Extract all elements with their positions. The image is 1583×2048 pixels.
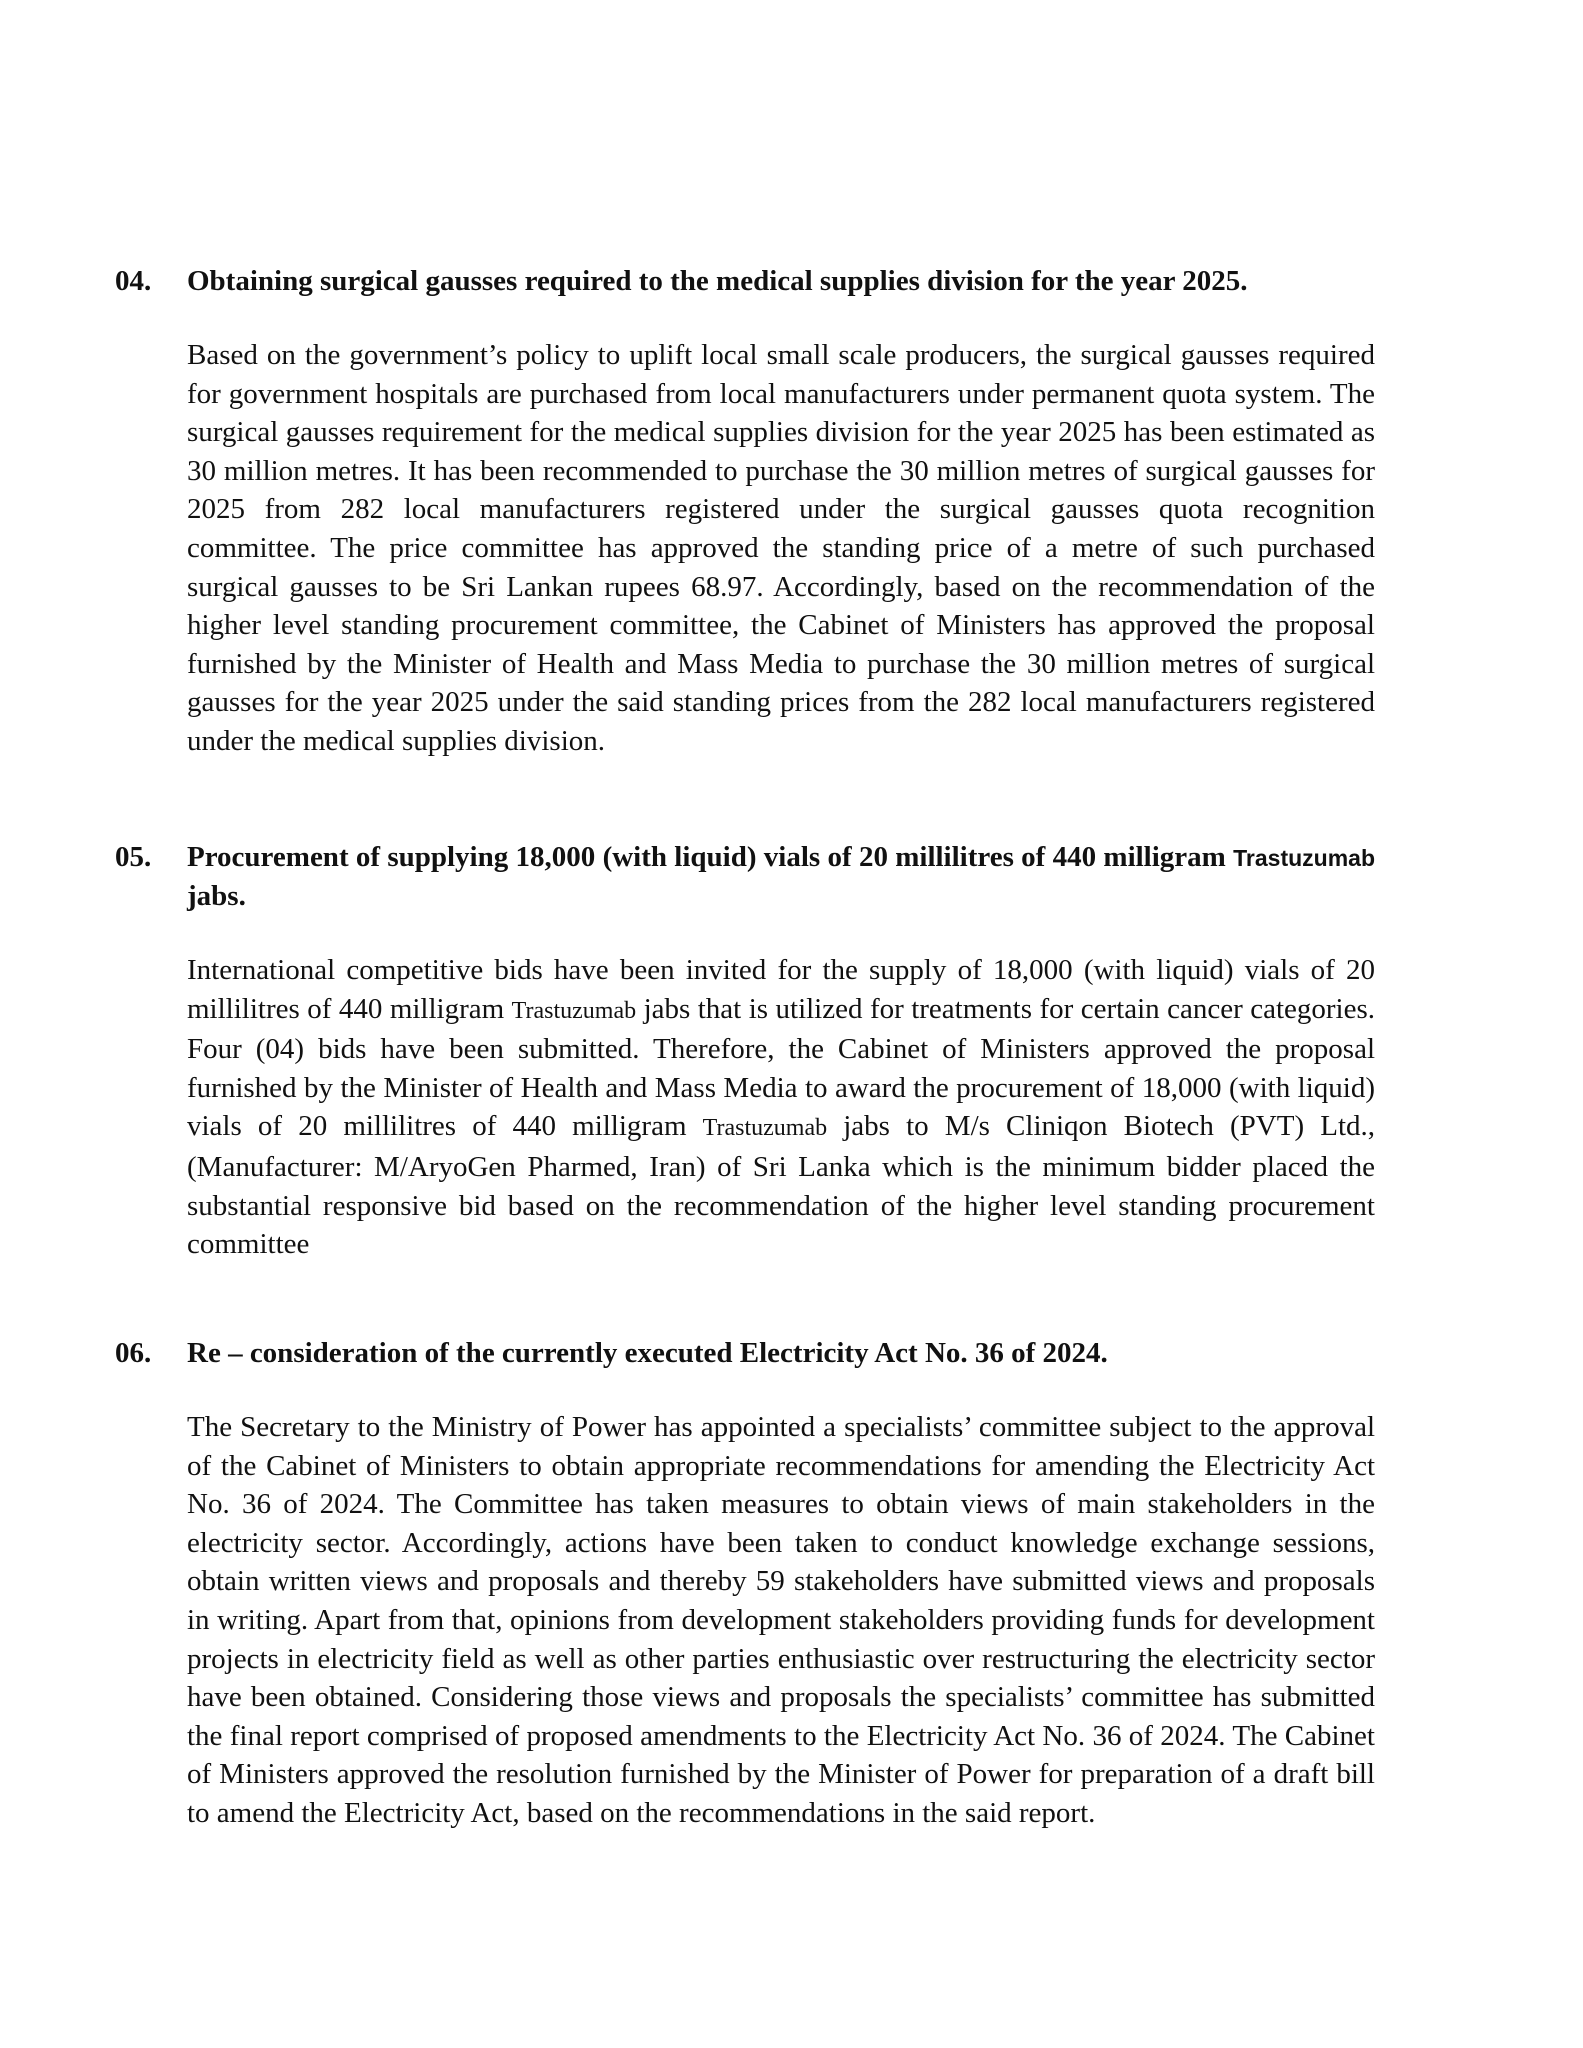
section-title: Obtaining surgical gausses required to the medical supplies division for the year 2025. — [187, 265, 1248, 297]
section-06 — [115, 1334, 1375, 1833]
body-text: jabs that is utilized for treatments for certain cancer categories. Four (04) bids have been submitted. Therefore, the Cabinet of Ministers approved the proposal furnished by the Minister of Health and Mass Media to award the procurement of 18,000 (with liquid) vials of 20 millilitres of 440 milligram — [187, 992, 1375, 1143]
body-text: jabs to M/s Cliniqon Biotech (PVT) Ltd., (Manufacturer: M/AryoGen Pharmed, Iran) of Sri Lanka which is the minimum bidder placed the substantial responsive bid based on the recommendation of the higher level standing procurement committee — [187, 1110, 1376, 1261]
section-heading — [115, 262, 1375, 300]
title-text: Procurement of supplying 18,000 (with liquid) vials of 20 millilitres of 440 milligram — [187, 841, 1226, 873]
section-number: 04. — [115, 265, 152, 297]
section-heading — [115, 1334, 1375, 1372]
drug-name: Trastuzumab — [702, 1115, 828, 1142]
section-04 — [115, 262, 1375, 761]
section-heading — [115, 838, 1375, 915]
section-body: The Secretary to the Ministry of Power has appointed a specialists’ committee subject to the approval of the Cabinet of Ministers to obtain appropriate recommendations for amending the Electricity Act No. 36 of 2024. The Committee has taken measures to obtain views of main stakeholders in the electricity sector. Accordingly, actions have been taken to conduct knowledge exchange sessions, obtain written views and proposals and thereby 59 stakeholders have submitted views and proposals in writing. Apart from that, opinions from development stakeholders providing funds for development projects in electricity field as well as other parties enthusiastic over restructuring the electricity sector have been obtained. Considering those views and proposals the specialists’ committee has submitted the final report comprised of proposed amendments to the Electricity Act No. 36 of 2024. The Cabinet of Ministers approved the resolution furnished by the Minister of Power for preparation of a draft bill to amend the Electricity Act, based on the recommendations in the said report. — [187, 1411, 1375, 1829]
section-05 — [115, 838, 1375, 1264]
body-text: International competitive bids have been invited for the supply of 18,000 (with liquid) vials of 20 millilitres of 440 milligram — [187, 954, 1375, 1025]
section-body: Based on the government’s policy to uplift local small scale producers, the surgical gausses required for government hospitals are purchased from local manufacturers under permanent quota system. The surgical gausses requirement for the medical supplies division for the year 2025 has been estimated as 30 million metres. It has been recommended to purchase the 30 million metres of surgical gausses for 2025 from 282 local manufacturers registered under the surgical gausses quota recognition committee. The price committee has approved the standing price of a metre of such purchased surgical gausses to be Sri Lankan rupees 68.97. Accordingly, based on the recommendation of the higher level standing procurement committee, the Cabinet of Ministers has approved the proposal furnished by the Minister of Health and Mass Media to purchase the 30 million metres of surgical gausses for the year 2025 under the said standing prices from the 282 local manufacturers registered under the medical supplies division. — [187, 339, 1375, 757]
section-number: 06. — [115, 1337, 152, 1369]
section-title: Re – consideration of the currently executed Electricity Act No. 36 of 2024. — [187, 1337, 1108, 1369]
section-title — [187, 838, 1375, 915]
drug-name: Trastuzumab — [1233, 845, 1375, 871]
section-body — [187, 951, 1375, 1264]
section-number: 05. — [115, 841, 152, 873]
drug-name: Trastuzumab — [511, 997, 637, 1024]
title-text: jabs. — [187, 880, 246, 912]
